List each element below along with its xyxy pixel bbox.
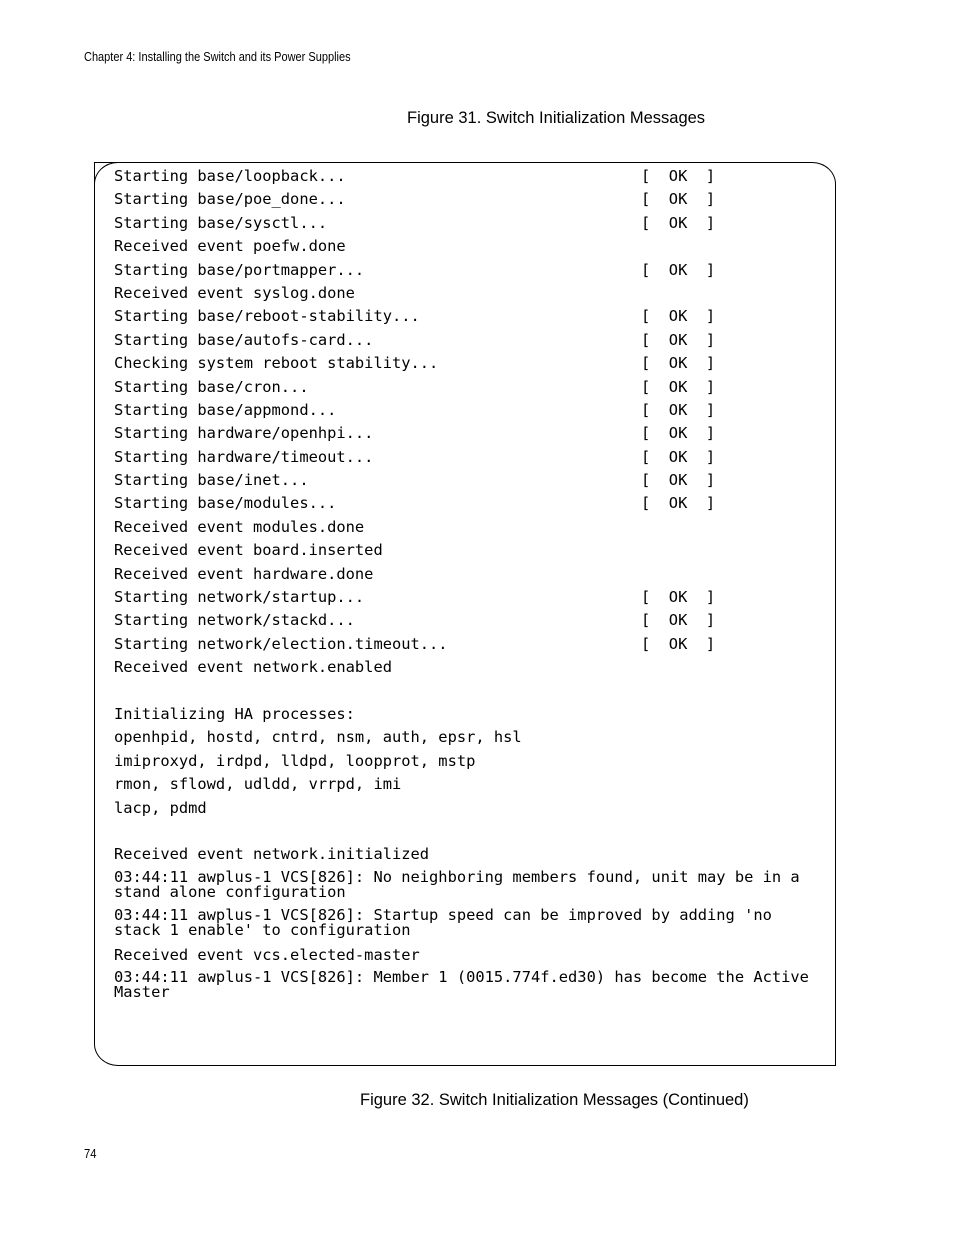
console-line-text: lacp, pdmd [114,798,207,817]
console-line [114,355,814,371]
console-line-text: Received event vcs.elected-master [114,945,420,964]
page-number: 74 [84,1147,97,1161]
ok-status: [ OK ] [641,354,716,373]
ok-status: [ OK ] [641,447,716,466]
console-line-text: 03:44:11 awplus-1 VCS[826]: Member 1 (0015.774f.ed30) has become the Active Master [114,968,819,1002]
ok-status: [ OK ] [641,213,716,232]
console-line [114,947,814,963]
console-line-text: Received event syslog.done [114,283,355,302]
console-line [114,332,814,348]
console-line-text: Starting base/sysctl... [114,213,328,232]
console-line-text: Starting base/portmapper... [114,260,365,279]
console-line-text: Starting base/inet... [114,471,309,490]
console-line [114,612,814,628]
console-line [114,402,814,418]
console-line [114,659,814,675]
console-line [114,683,814,699]
console-line [114,846,814,862]
ok-status: [ OK ] [641,400,716,419]
console-line-text: Starting base/reboot-stability... [114,307,420,326]
ok-status: [ OK ] [641,260,716,279]
console-line [114,238,814,254]
ok-status: [ OK ] [641,634,716,653]
console-line-text: Checking system reboot stability... [114,354,439,373]
console-line-text: Received event poefw.done [114,237,346,256]
console-line-text: Starting network/election.timeout... [114,634,448,653]
console-line [114,636,814,652]
console-output [114,167,819,1009]
console-line-text: Starting base/cron... [114,377,309,396]
figure-32-caption: Figure 32. Switch Initialization Messages (Continued) [360,1091,749,1109]
console-line [114,908,814,938]
console-line-text: Starting base/autofs-card... [114,330,374,349]
console-line-text: Received event modules.done [114,517,365,536]
console-line [114,542,814,558]
ok-status: [ OK ] [641,588,716,607]
console-line [114,776,814,792]
console-line [114,729,814,745]
ok-status: [ OK ] [641,330,716,349]
console-line [114,191,814,207]
chapter-header: Chapter 4: Installing the Switch and its Power Supplies [84,50,351,64]
console-line-text: Starting base/poe_done... [114,190,346,209]
console-line-text: Initializing HA processes: [114,704,355,723]
console-line [114,800,814,816]
ok-status: [ OK ] [641,494,716,513]
ok-status: [ OK ] [641,471,716,490]
console-line-text: 03:44:11 awplus-1 VCS[826]: Startup speed can be improved by adding 'no stack 1 enable' to configuration [114,906,782,940]
console-line-text: Starting base/appmond... [114,400,337,419]
ok-status: [ OK ] [641,377,716,396]
ok-status: [ OK ] [641,424,716,443]
console-line-text: imiproxyd, irdpd, lldpd, loopprot, mstp [114,751,476,770]
console-line-text: Starting hardware/timeout... [114,447,374,466]
figure-31-caption: Figure 31. Switch Initialization Messages [407,109,706,127]
console-line [114,968,819,1002]
console-line [114,425,814,441]
ok-status: [ OK ] [641,190,716,209]
ok-status: [ OK ] [641,307,716,326]
console-line [114,472,814,488]
console-line-text: Starting hardware/openhpi... [114,424,374,443]
console-line [114,449,814,465]
console-line [114,215,814,231]
console-line [114,589,814,605]
console-line [114,706,814,722]
console-line-text: Received event board.inserted [114,541,383,560]
console-line [114,566,814,582]
console-line-text: Received event network.initialized [114,845,430,864]
console-line [114,823,814,839]
ok-status: [ OK ] [641,167,716,185]
console-line [114,379,814,395]
console-line-text: Received event hardware.done [114,564,374,583]
console-line-text: 03:44:11 awplus-1 VCS[826]: No neighboring members found, unit may be in a stand alone configuration [114,867,809,901]
console-line-text: openhpid, hostd, cntrd, nsm, auth, epsr, hsl [114,728,522,747]
console-line [114,285,814,301]
console-line-text: Starting base/loopback... [114,167,346,185]
console-line [114,867,814,901]
console-line [114,168,814,184]
console-line-text: Starting base/modules... [114,494,337,513]
console-line-text: Starting network/startup... [114,588,365,607]
console-line [114,308,814,324]
console-line [114,262,814,278]
console-line-text: rmon, sflowd, udldd, vrrpd, imi [114,775,402,794]
console-line-text: Received event network.enabled [114,658,392,677]
console-line [114,519,814,535]
console-line [114,495,814,511]
console-line-text: Starting network/stackd... [114,611,355,630]
ok-status: [ OK ] [641,611,716,630]
console-line [114,753,814,769]
